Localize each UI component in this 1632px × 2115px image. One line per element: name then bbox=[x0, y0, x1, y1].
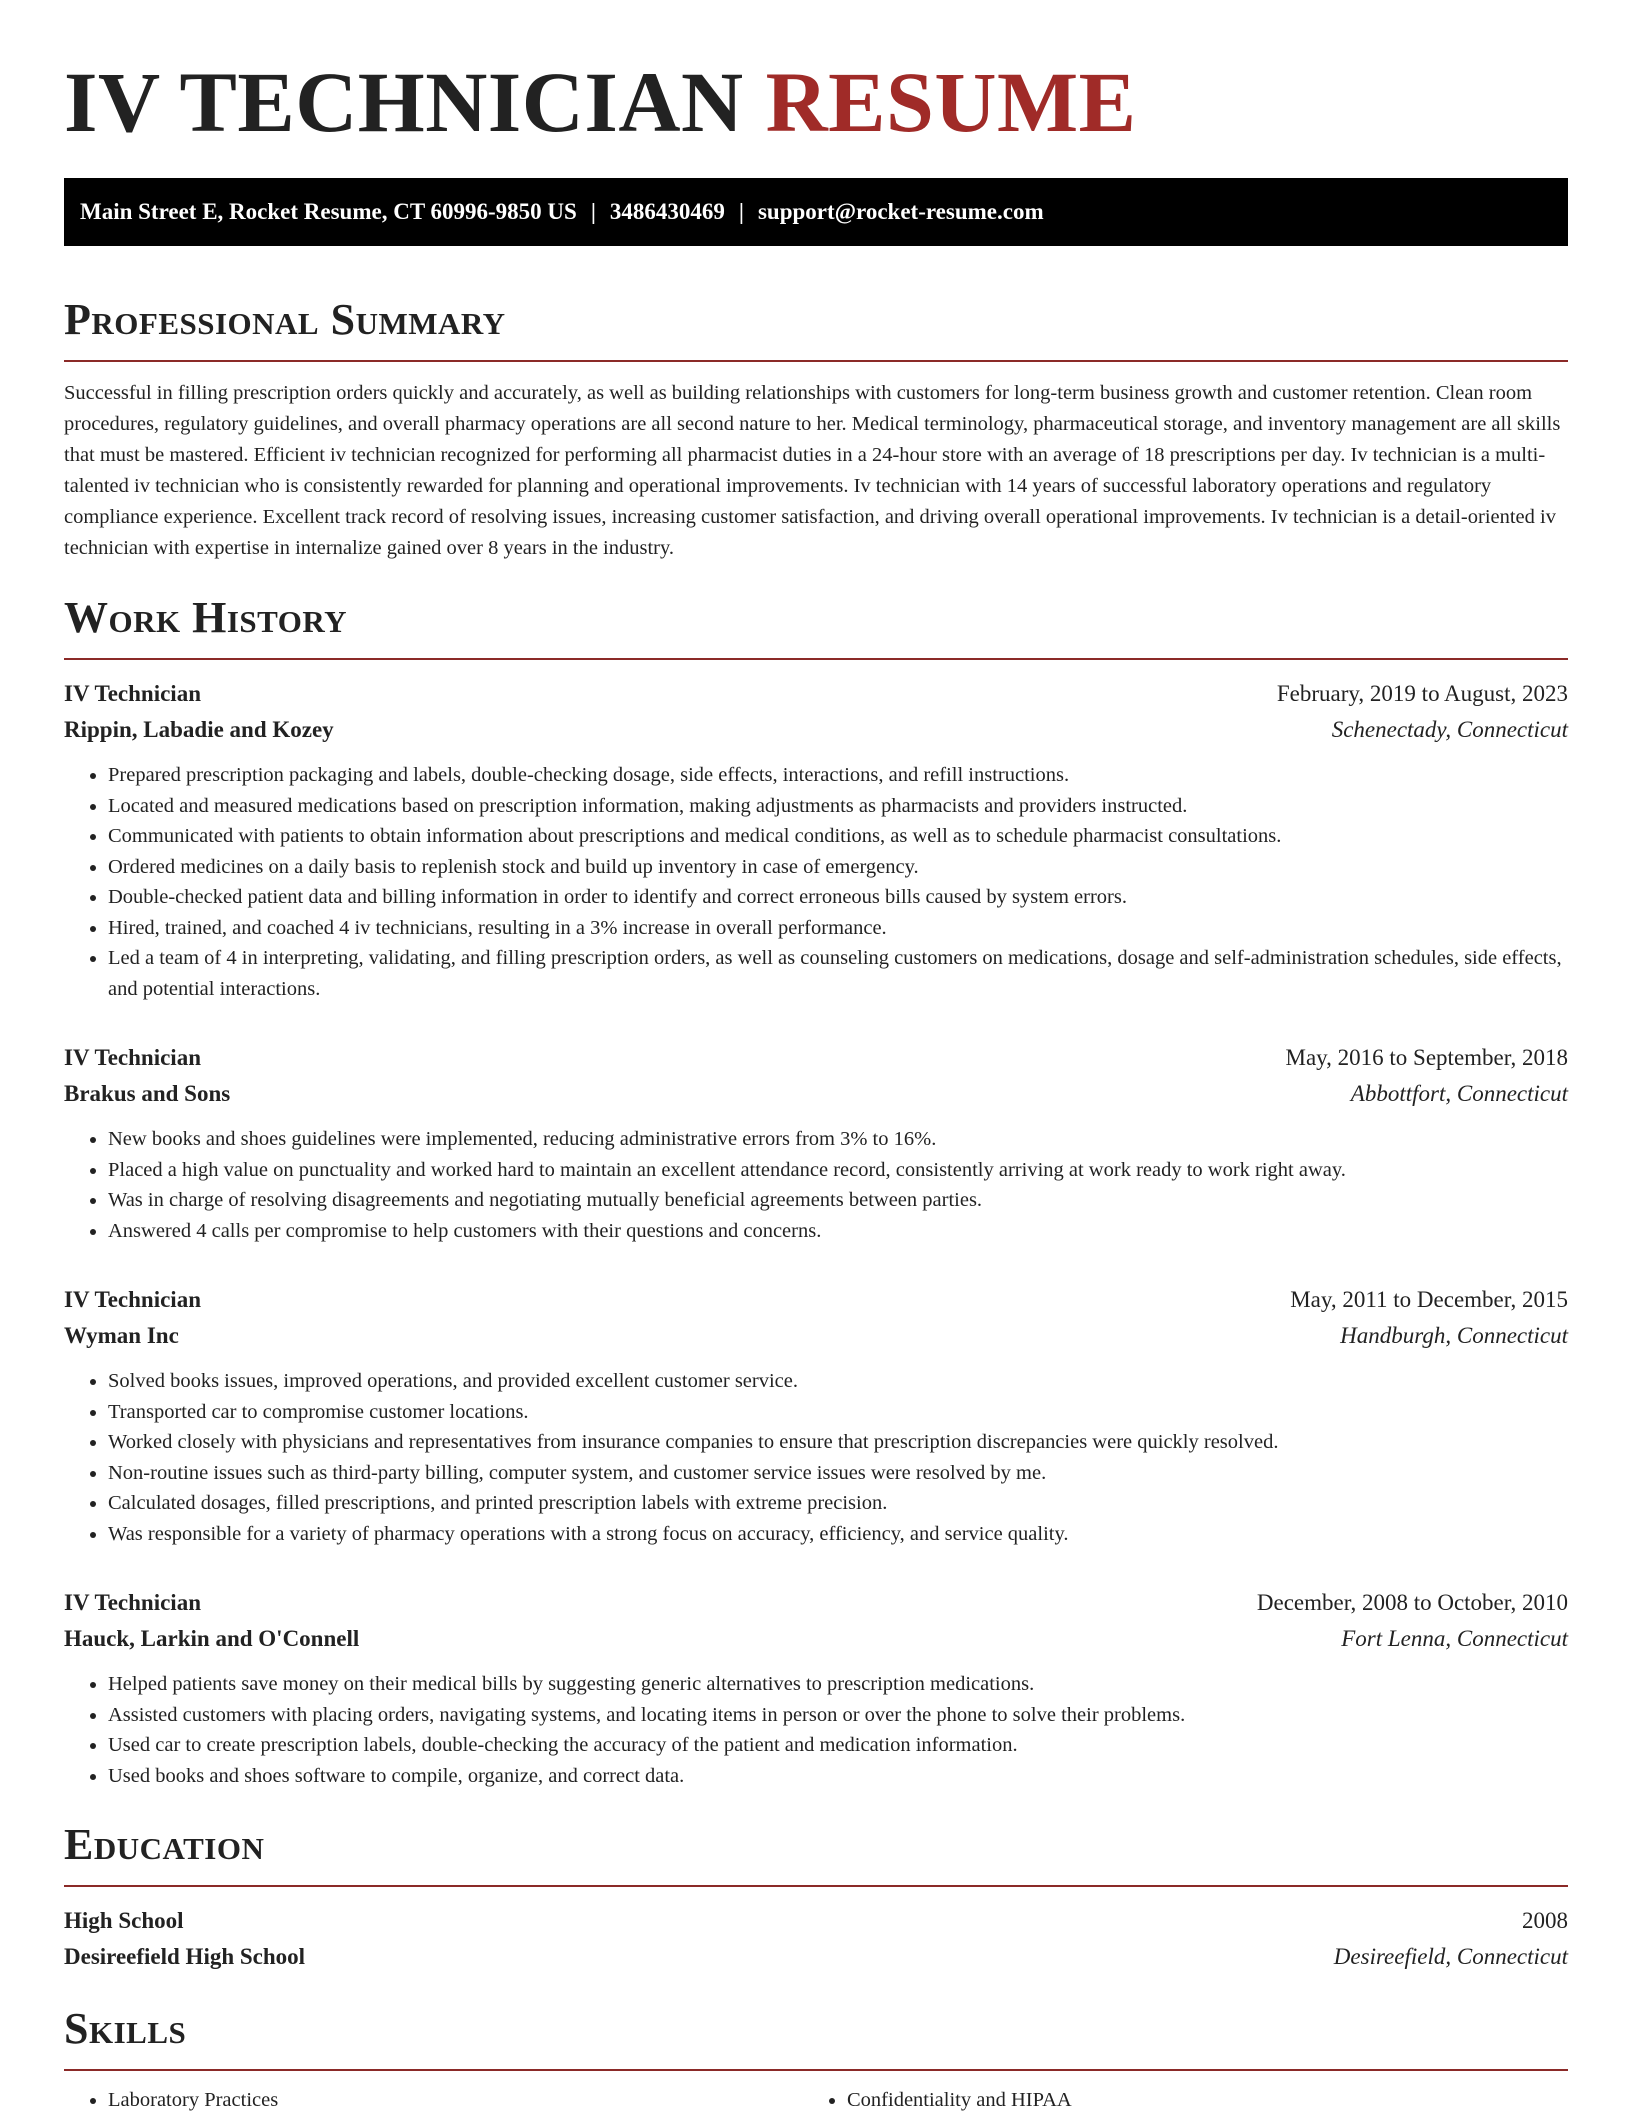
education-row-1 bbox=[64, 1903, 1568, 1939]
job-company: Wyman Inc bbox=[64, 1323, 179, 1348]
job-header-row bbox=[64, 1585, 1568, 1621]
education-entry bbox=[64, 1903, 1568, 1975]
job-company: Brakus and Sons bbox=[64, 1081, 231, 1106]
education-location: Desireefield, Connecticut bbox=[1333, 1944, 1568, 1969]
resume-title bbox=[64, 52, 1568, 152]
summary-text: Successful in filling prescription orders quickly and accurately, as well as building relationships with customers for long-term business growth and customer retention. Clean room procedures, regulatory guidelines, and overall pharmacy operations are all second nature to her. Medical terminology, pharmaceutical storage, and inventory management are all skills that must be mastered. Efficient iv technician recognized for performing all pharmacist duties in a 24-hour store with an average of 18 prescriptions per day. Iv technician is a multi-talented iv technician who is consistently rewarded for planning and operational improvements. Iv technician with 14 years of successful laboratory operations and regulatory compliance experience. Excellent track record of resolving issues, increasing customer satisfaction, and driving overall operational improvements. Iv technician is a detail-oriented iv technician with expertise in internalize gained over 8 years in the industry. bbox=[64, 382, 1561, 559]
job-bullets bbox=[64, 1669, 1568, 1791]
section-divider bbox=[64, 360, 1568, 362]
contact-email[interactable]: support@rocket-resume.com bbox=[757, 199, 1044, 224]
job-bullet: • Was in charge of resolving disagreements and negotiating mutually beneficial agreements between parties. bbox=[108, 1185, 1568, 1216]
job-bullet: • Located and measured medications based on prescription information, making adjustments as pharmacists and providers instructed. bbox=[108, 791, 1568, 822]
section-divider bbox=[64, 658, 1568, 660]
job-company: Rippin, Labadie and Kozey bbox=[64, 717, 334, 742]
job-title: IV Technician bbox=[64, 681, 201, 706]
job-bullet: • Calculated dosages, filled prescriptions, and printed prescription labels with extreme precision. bbox=[108, 1488, 1568, 1519]
job-dates: February, 2019 to August, 2023 bbox=[1276, 681, 1568, 706]
job-bullet: • Was responsible for a variety of pharmacy operations with a strong focus on accuracy, efficiency, and service quality. bbox=[108, 1519, 1568, 1550]
job-title: IV Technician bbox=[64, 1287, 201, 1312]
contact-address: Main Street E, Rocket Resume, CT 60996-9850 US bbox=[80, 199, 577, 224]
job-bullet: • Used books and shoes software to compile, organize, and correct data. bbox=[108, 1761, 1568, 1792]
job-company-row bbox=[64, 1076, 1568, 1112]
job-list bbox=[64, 676, 1568, 1791]
job-bullet: • Communicated with patients to obtain information about prescriptions and medical conditions, as well as to schedule pharmacist consultations. bbox=[108, 821, 1568, 852]
job-bullet: • Non-routine issues such as third-party billing, computer system, and customer service issues were resolved by me. bbox=[108, 1458, 1568, 1489]
section-divider bbox=[64, 2069, 1568, 2071]
job-bullets bbox=[64, 760, 1568, 1004]
education-row-2 bbox=[64, 1939, 1568, 1975]
job-location: Fort Lenna, Connecticut bbox=[1341, 1626, 1568, 1651]
job-dates: December, 2008 to October, 2010 bbox=[1256, 1590, 1568, 1615]
job-bullet: • Transported car to compromise customer locations. bbox=[108, 1397, 1568, 1428]
job-bullet: • Placed a high value on punctuality and worked hard to maintain an excellent attendance record, consistently arriving at work ready to work right away. bbox=[108, 1155, 1568, 1186]
job-bullet: • Solved books issues, improved operations, and provided excellent customer service. bbox=[108, 1366, 1568, 1397]
job-location: Handburgh, Connecticut bbox=[1340, 1323, 1568, 1348]
skills-column-left bbox=[64, 2085, 803, 2115]
job-dates: May, 2011 to December, 2015 bbox=[1290, 1287, 1568, 1312]
skill-item: • Confidentiality and HIPAA bbox=[847, 2085, 1542, 2115]
skill-item: • Laboratory Practices bbox=[108, 2085, 803, 2115]
work-history-heading: Work History bbox=[64, 593, 348, 642]
job-company: Hauck, Larkin and O'Connell bbox=[64, 1626, 360, 1651]
job-company-row bbox=[64, 712, 1568, 748]
education-year: 2008 bbox=[1522, 1908, 1568, 1933]
job-dates: May, 2016 to September, 2018 bbox=[1285, 1045, 1568, 1070]
job-header-row bbox=[64, 1282, 1568, 1318]
education-heading: Education bbox=[64, 1820, 265, 1869]
job-bullet: • Answered 4 calls per compromise to help customers with their questions and concerns. bbox=[108, 1216, 1568, 1247]
education-degree: High School bbox=[64, 1908, 184, 1933]
job-location: Abbottfort, Connecticut bbox=[1350, 1081, 1568, 1106]
job-header-row bbox=[64, 676, 1568, 712]
job-bullet: • Assisted customers with placing orders, navigating systems, and locating items in person or over the phone to solve their problems. bbox=[108, 1700, 1568, 1731]
title-accent: RESUME bbox=[765, 54, 1137, 150]
contact-phone: 3486430469 bbox=[609, 199, 725, 224]
job-entry bbox=[64, 676, 1568, 1004]
job-bullet: • Worked closely with physicians and representatives from insurance companies to ensure that prescription discrepancies were quickly resolved. bbox=[108, 1427, 1568, 1458]
job-bullet: • Helped patients save money on their medical bills by suggesting generic alternatives to prescription medications. bbox=[108, 1669, 1568, 1700]
section-divider bbox=[64, 1885, 1568, 1887]
job-entry bbox=[64, 1282, 1568, 1549]
job-entry bbox=[64, 1585, 1568, 1791]
title-main: IV TECHNICIAN bbox=[64, 54, 744, 150]
education-school: Desireefield High School bbox=[64, 1944, 306, 1969]
job-company-row bbox=[64, 1318, 1568, 1354]
job-bullet: • Hired, trained, and coached 4 iv technicians, resulting in a 3% increase in overall performance. bbox=[108, 913, 1568, 944]
job-bullet: • Prepared prescription packaging and labels, double-checking dosage, side effects, interactions, and refill instructions. bbox=[108, 760, 1568, 791]
contact-separator: | bbox=[738, 199, 744, 224]
job-location: Schenectady, Connecticut bbox=[1331, 717, 1568, 742]
job-bullet: • Ordered medicines on a daily basis to replenish stock and build up inventory in case of emergency. bbox=[108, 852, 1568, 883]
skills-column-right bbox=[803, 2085, 1542, 2115]
job-bullets bbox=[64, 1366, 1568, 1549]
job-entry bbox=[64, 1040, 1568, 1246]
contact-bar bbox=[64, 178, 1568, 246]
job-title: IV Technician bbox=[64, 1045, 201, 1070]
job-company-row bbox=[64, 1621, 1568, 1657]
summary-heading: Professional Summary bbox=[64, 295, 506, 344]
job-title: IV Technician bbox=[64, 1590, 201, 1615]
job-bullet: • Double-checked patient data and billing information in order to identify and correct erroneous bills caused by system errors. bbox=[108, 882, 1568, 913]
job-bullet: • Led a team of 4 in interpreting, validating, and filling prescription orders, as well as counseling customers on medications, dosage and self-administration schedules, side effects, and potential interactions. bbox=[108, 943, 1568, 1004]
job-bullets bbox=[64, 1124, 1568, 1246]
job-header-row bbox=[64, 1040, 1568, 1076]
skills-list bbox=[64, 2085, 1568, 2115]
contact-separator: | bbox=[590, 199, 596, 224]
job-bullet: • Used car to create prescription labels, double-checking the accuracy of the patient and medication information. bbox=[108, 1730, 1568, 1761]
skills-heading: Skills bbox=[64, 2004, 187, 2053]
job-bullet: • New books and shoes guidelines were implemented, reducing administrative errors from 3% to 16%. bbox=[108, 1124, 1568, 1155]
